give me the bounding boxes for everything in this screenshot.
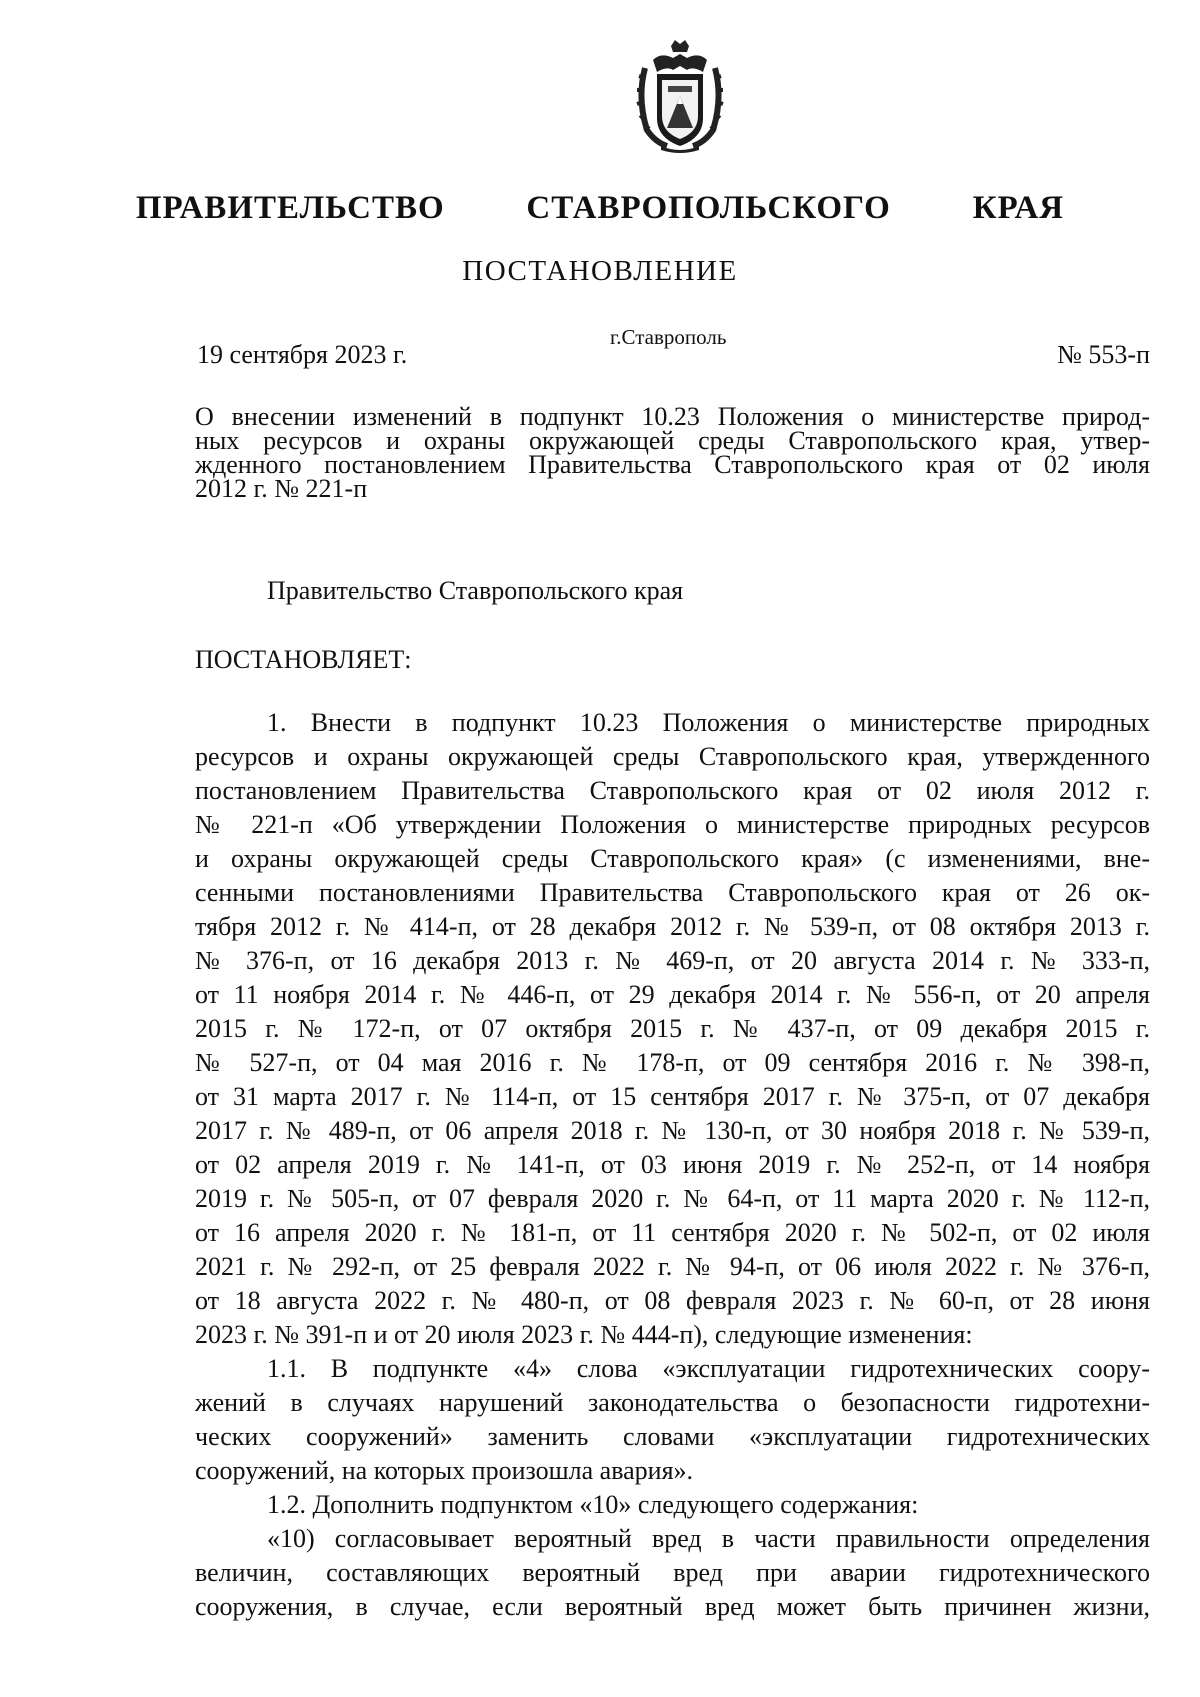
- body-line: постановлением Правительства Ставропольского края от 02 июля 2012 г.: [195, 776, 1150, 805]
- body-line: 2019 г. № 505-п, от 07 февраля 2020 г. № 64-п, от 11 марта 2020 г. № 112-п,: [195, 1184, 1150, 1213]
- subject-line: О внесении изменений в подпункт 10.23 Положения о министерстве природ-: [195, 402, 1150, 431]
- body-line: 2023 г. № 391-п и от 20 июля 2023 г. № 444-п), следующие изменения:: [195, 1320, 973, 1349]
- body-line: сооружения, в случае, если вероятный вред может быть причинен жизни,: [195, 1592, 1150, 1621]
- body-line: № 376-п, от 16 декабря 2013 г. № 469-п, от 20 августа 2014 г. № 333-п,: [195, 946, 1150, 975]
- body-line: № 527-п, от 04 мая 2016 г. № 178-п, от 09 сентября 2016 г. № 398-п,: [195, 1048, 1150, 1077]
- body-line: от 11 ноября 2014 г. № 446-п, от 29 декабря 2014 г. № 556-п, от 20 апреля: [195, 980, 1150, 1009]
- subject-line: 2012 г. № 221-п: [195, 474, 368, 503]
- body-line: 2017 г. № 489-п, от 06 апреля 2018 г. № 130-п, от 30 ноября 2018 г. № 539-п,: [195, 1116, 1150, 1145]
- document-subject: [195, 402, 1150, 503]
- decree-word: ПОСТАНОВЛЯЕТ:: [195, 645, 412, 674]
- body-line: величин, составляющих вероятный вред при аварии гидротехнического: [195, 1558, 1150, 1587]
- subject-line: жденного постановлением Правительства Ставропольского края от 02 июля: [195, 450, 1150, 479]
- body-line: 1. Внести в подпункт 10.23 Положения о министерстве природных: [267, 708, 1150, 737]
- body-line: ресурсов и охраны окружающей среды Ставропольского края, утвержденного: [195, 742, 1150, 771]
- body-line: тября 2012 г. № 414-п, от 28 декабря 2012 г. № 539-п, от 08 октября 2013 г.: [195, 912, 1150, 941]
- body-line: сенными постановлениями Правительства Ставропольского края от 26 ок-: [195, 878, 1150, 907]
- body-line: и охраны окружающей среды Ставропольского края» (с изменениями, вне-: [195, 844, 1150, 873]
- body-line: 1.1. В подпункте «4» слова «эксплуатации гидротехнических соору-: [267, 1354, 1150, 1383]
- body-line: 1.2. Дополнить подпунктом «10» следующего содержания:: [267, 1490, 919, 1519]
- body-line: жений в случаях нарушений законодательства о безопасности гидротехни-: [195, 1388, 1150, 1417]
- body-line: 2021 г. № 292-п, от 25 февраля 2022 г. № 94-п, от 06 июля 2022 г. № 376-п,: [195, 1252, 1150, 1281]
- body-line: от 02 апреля 2019 г. № 141-п, от 03 июня 2019 г. № 252-п, от 14 ноября: [195, 1150, 1150, 1179]
- body-line: ческих сооружений» заменить словами «эксплуатации гидротехнических: [195, 1422, 1150, 1451]
- document-type: ПОСТАНОВЛЕНИЕ: [462, 255, 738, 287]
- body-line: от 18 августа 2022 г. № 480-п, от 08 февраля 2023 г. № 60-п, от 28 июня: [195, 1286, 1150, 1315]
- coat-of-arms-emblem: [633, 38, 727, 156]
- document-city: г.Ставрополь: [610, 325, 727, 349]
- subject-line: ных ресурсов и охраны окружающей среды Ставропольского края, утвер-: [195, 426, 1150, 455]
- body-line: № 221-п «Об утверждении Положения о министерстве природных ресурсов: [195, 810, 1150, 839]
- body-line: сооружений, на которых произошла авария».: [195, 1456, 694, 1485]
- body-line: от 16 апреля 2020 г. № 181-п, от 11 сентября 2020 г. № 502-п, от 02 июля: [195, 1218, 1150, 1247]
- document-date: 19 сентября 2023 г.: [197, 340, 408, 369]
- document-number: № 553-п: [1057, 340, 1150, 369]
- body-line: 2015 г. № 172-п, от 07 октября 2015 г. № 437-п, от 09 декабря 2015 г.: [195, 1014, 1150, 1043]
- document-body: [195, 706, 1150, 1624]
- body-line: от 31 марта 2017 г. № 114-п, от 15 сентября 2017 г. № 375-п, от 07 декабря: [195, 1082, 1150, 1111]
- authority-title: ПРАВИТЕЛЬСТВО СТАВРОПОЛЬСКОГО КРАЯ: [135, 190, 1065, 226]
- preamble: Правительство Ставропольского края: [267, 576, 684, 605]
- body-line: «10) согласовывает вероятный вред в части правильности определения: [267, 1524, 1150, 1553]
